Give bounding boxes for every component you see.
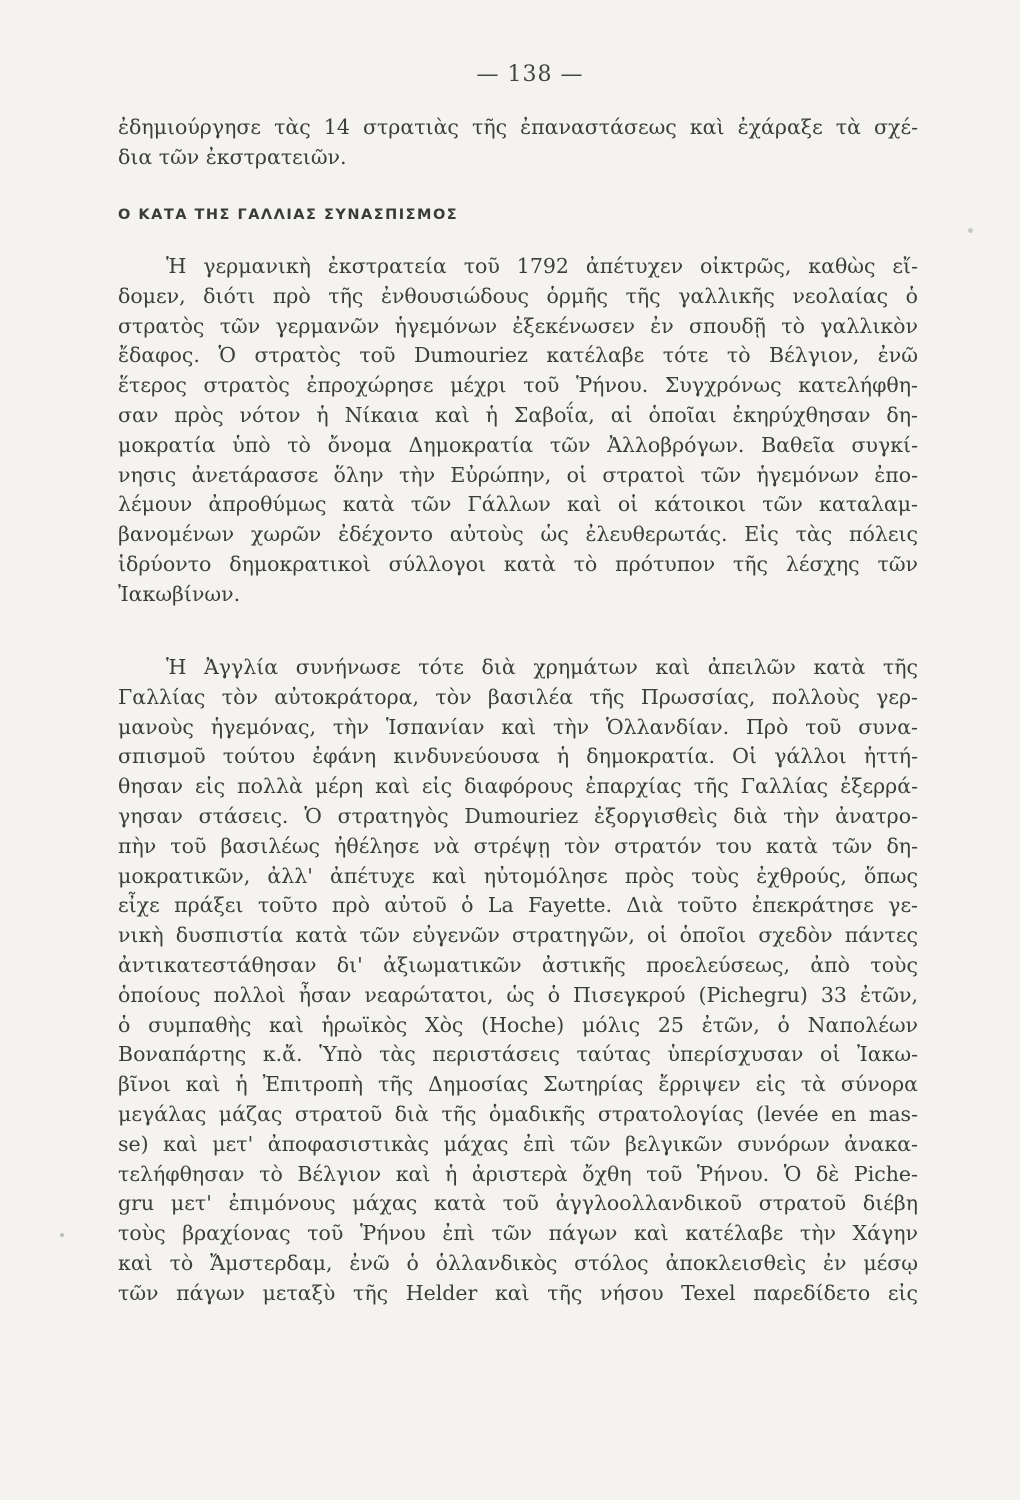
text-line: Ἡ γερμανικὴ ἐκστρατεία τοῦ 1792 ἀπέτυχεν οἰκτρῶς, καθὼς εἴ-: [166, 254, 918, 278]
text-line: τῶν πάγων μεταξὺ τῆς Helder καὶ τῆς νήσου Texel παρεδίδετο εἰς: [118, 1280, 918, 1305]
text-line: βῖνοι καὶ ἡ Ἐπιτροπὴ τῆς Δημοσίας Σωτηρίας ἔρριψεν εἰς τὰ σύνορα: [118, 1072, 918, 1097]
text-line: ἱδρύοντο δημοκρατικοὶ σύλλογοι κατὰ τὸ πρότυπον τῆς λέσχης τῶν: [118, 551, 918, 576]
text-line: Ἡ Ἀγγλία συνήνωσε τότε διὰ χρημάτων καὶ ἀπειλῶν κατὰ τῆς: [166, 655, 918, 679]
text-line: νησις ἀνετάρασσε ὅλην τὴν Εὐρώπην, οἱ στρατοὶ τῶν ἡγεμόνων ἐπο-: [118, 462, 918, 487]
text-line: ὁ συμπαθὴς καὶ ἡρωϊκὸς Χὸς (Hoche) μόλις 25 ἐτῶν, ὁ Ναπολέων: [118, 1012, 918, 1037]
text-line: σπισμοῦ τούτου ἐφάνη κινδυνεύουσα ἡ δημοκρατία. Οἱ γάλλοι ἡττή-: [118, 744, 918, 769]
text-line: θησαν εἰς πολλὰ μέρη καὶ εἰς διαφόρους ἐπαρχίας τῆς Γαλλίας ἐξερρά-: [118, 774, 918, 799]
intro-paragraph: [118, 113, 918, 173]
text-line: ἔδαφος. Ὁ στρατὸς τοῦ Dumouriez κατέλαβε τότε τὸ Βέλγιον, ἐνῶ: [118, 343, 918, 368]
text-line: se) καὶ μετ' ἀποφασιστικὰς μάχας ἐπὶ τῶν βελγικῶν συνόρων ἀνακα-: [118, 1131, 918, 1156]
paper-speck: [60, 1233, 64, 1237]
text-line: τοὺς βραχίονας τοῦ Ῥήνου ἐπὶ τῶν πάγων καὶ κατέλαβε τὴν Χάγην: [118, 1221, 918, 1246]
text-line: νικὴ δυσπιστία κατὰ τῶν εὐγενῶν στρατηγῶν, οἱ ὁποῖοι σχεδὸν πάντες: [118, 923, 918, 948]
text-line: μανοὺς ἡγεμόνας, τὴν Ἱσπανίαν καὶ τὴν Ὁλλανδίαν. Πρὸ τοῦ συνα-: [118, 714, 918, 739]
text-line: gru μετ' ἐπιμόνους μάχας κατὰ τοῦ ἀγγλοολλανδικοῦ στρατοῦ διέβη: [118, 1191, 918, 1216]
text-line: βανομένων χωρῶν ἐδέχοντο αὐτοὺς ὡς ἐλευθερωτάς. Εἰς τὰς πόλεις: [118, 522, 918, 547]
text-line: ἐδημιούργησε τὰς 14 στρατιὰς τῆς ἐπαναστάσεως καὶ ἐχάραξε τὰ σχέ-: [118, 115, 918, 139]
paragraph-2: [118, 653, 918, 1309]
text-line: στρατὸς τῶν γερμανῶν ἡγεμόνων ἐξεκένωσεν ἐν σπουδῇ τὸ γαλλικὸν: [118, 313, 918, 338]
paper-speck: [968, 228, 973, 233]
page-number: — 138 —: [476, 62, 584, 87]
text-line: μοκρατικῶν, ἀλλ' ἀπέτυχε καὶ ηὐτομόλησε πρὸς τοὺς ἐχθρούς, ὅπως: [118, 863, 918, 888]
text-line: Γαλλίας τὸν αὐτοκράτορα, τὸν βασιλέα τῆς Πρωσσίας, πολλοὺς γερ-: [118, 684, 918, 709]
text-line: μεγάλας μάζας στρατοῦ διὰ τῆς ὁμαδικῆς στρατολογίας (levée en mas-: [118, 1101, 918, 1126]
text-line: πὴν τοῦ βασιλέως ἠθέλησε νὰ στρέψῃ τὸν στρατόν του κατὰ τῶν δη-: [118, 833, 918, 858]
text-line: καὶ τὸ Ἄμστερδαμ, ἐνῶ ὁ ὁλλανδικὸς στόλος ἀποκλεισθεὶς ἐν μέσῳ: [118, 1250, 918, 1275]
paragraph-1: [118, 252, 918, 610]
text-line: Βοναπάρτης κ.ἄ. Ὑπὸ τὰς περιστάσεις ταύτας ὑπερίσχυσαν οἱ Ἰακω-: [118, 1042, 918, 1067]
section-heading: Ο ΚΑΤΑ ΤΗΣ ΓΑΛΛΙΑΣ ΣΥΝΑΣΠΙΣΜΟΣ: [118, 207, 459, 223]
text-line: ἀντικατεστάθησαν δι' ἀξιωματικῶν ἀστικῆς προελεύσεως, ἀπὸ τοὺς: [118, 952, 918, 977]
text-line: σαν πρὸς νότον ἡ Νίκαια καὶ ἡ Σαβοΐα, αἱ ὁποῖαι ἐκηρύχθησαν δη-: [118, 402, 918, 427]
text-line: τελήφθησαν τὸ Βέλγιον καὶ ἡ ἀριστερὰ ὄχθη τοῦ Ῥήνου. Ὁ δὲ Piche-: [118, 1161, 918, 1186]
text-line: δομεν, διότι πρὸ τῆς ἐνθουσιώδους ὁρμῆς τῆς γαλλικῆς νεολαίας ὁ: [118, 283, 918, 308]
text-line: ὁποίους πολλοὶ ἦσαν νεαρώτατοι, ὡς ὁ Πισεγκρού (Pichegru) 33 ἐτῶν,: [118, 982, 918, 1007]
text-line: ἕτερος στρατὸς ἐπροχώρησε μέχρι τοῦ Ῥήνου. Συγχρόνως κατελήφθη-: [118, 373, 918, 398]
text-line: Ἰακωβίνων.: [118, 581, 241, 606]
text-line: λέμουν ἀπροθύμως κατὰ τῶν Γάλλων καὶ οἱ κάτοικοι τῶν καταλαμ-: [118, 492, 918, 517]
text-line: εἶχε πράξει τοῦτο πρὸ αὐτοῦ ὁ La Fayette. Διὰ τοῦτο ἐπεκράτησε γε-: [118, 893, 918, 918]
text-line: δια τῶν ἐκστρατειῶν.: [118, 144, 347, 169]
text-line: γησαν στάσεις. Ὁ στρατηγὸς Dumouriez ἐξοργισθεὶς διὰ τὴν ἀνατρο-: [118, 803, 918, 828]
text-line: μοκρατία ὑπὸ τὸ ὄνομα Δημοκρατία τῶν Ἀλλοβρόγων. Βαθεῖα συγκί-: [118, 432, 918, 457]
